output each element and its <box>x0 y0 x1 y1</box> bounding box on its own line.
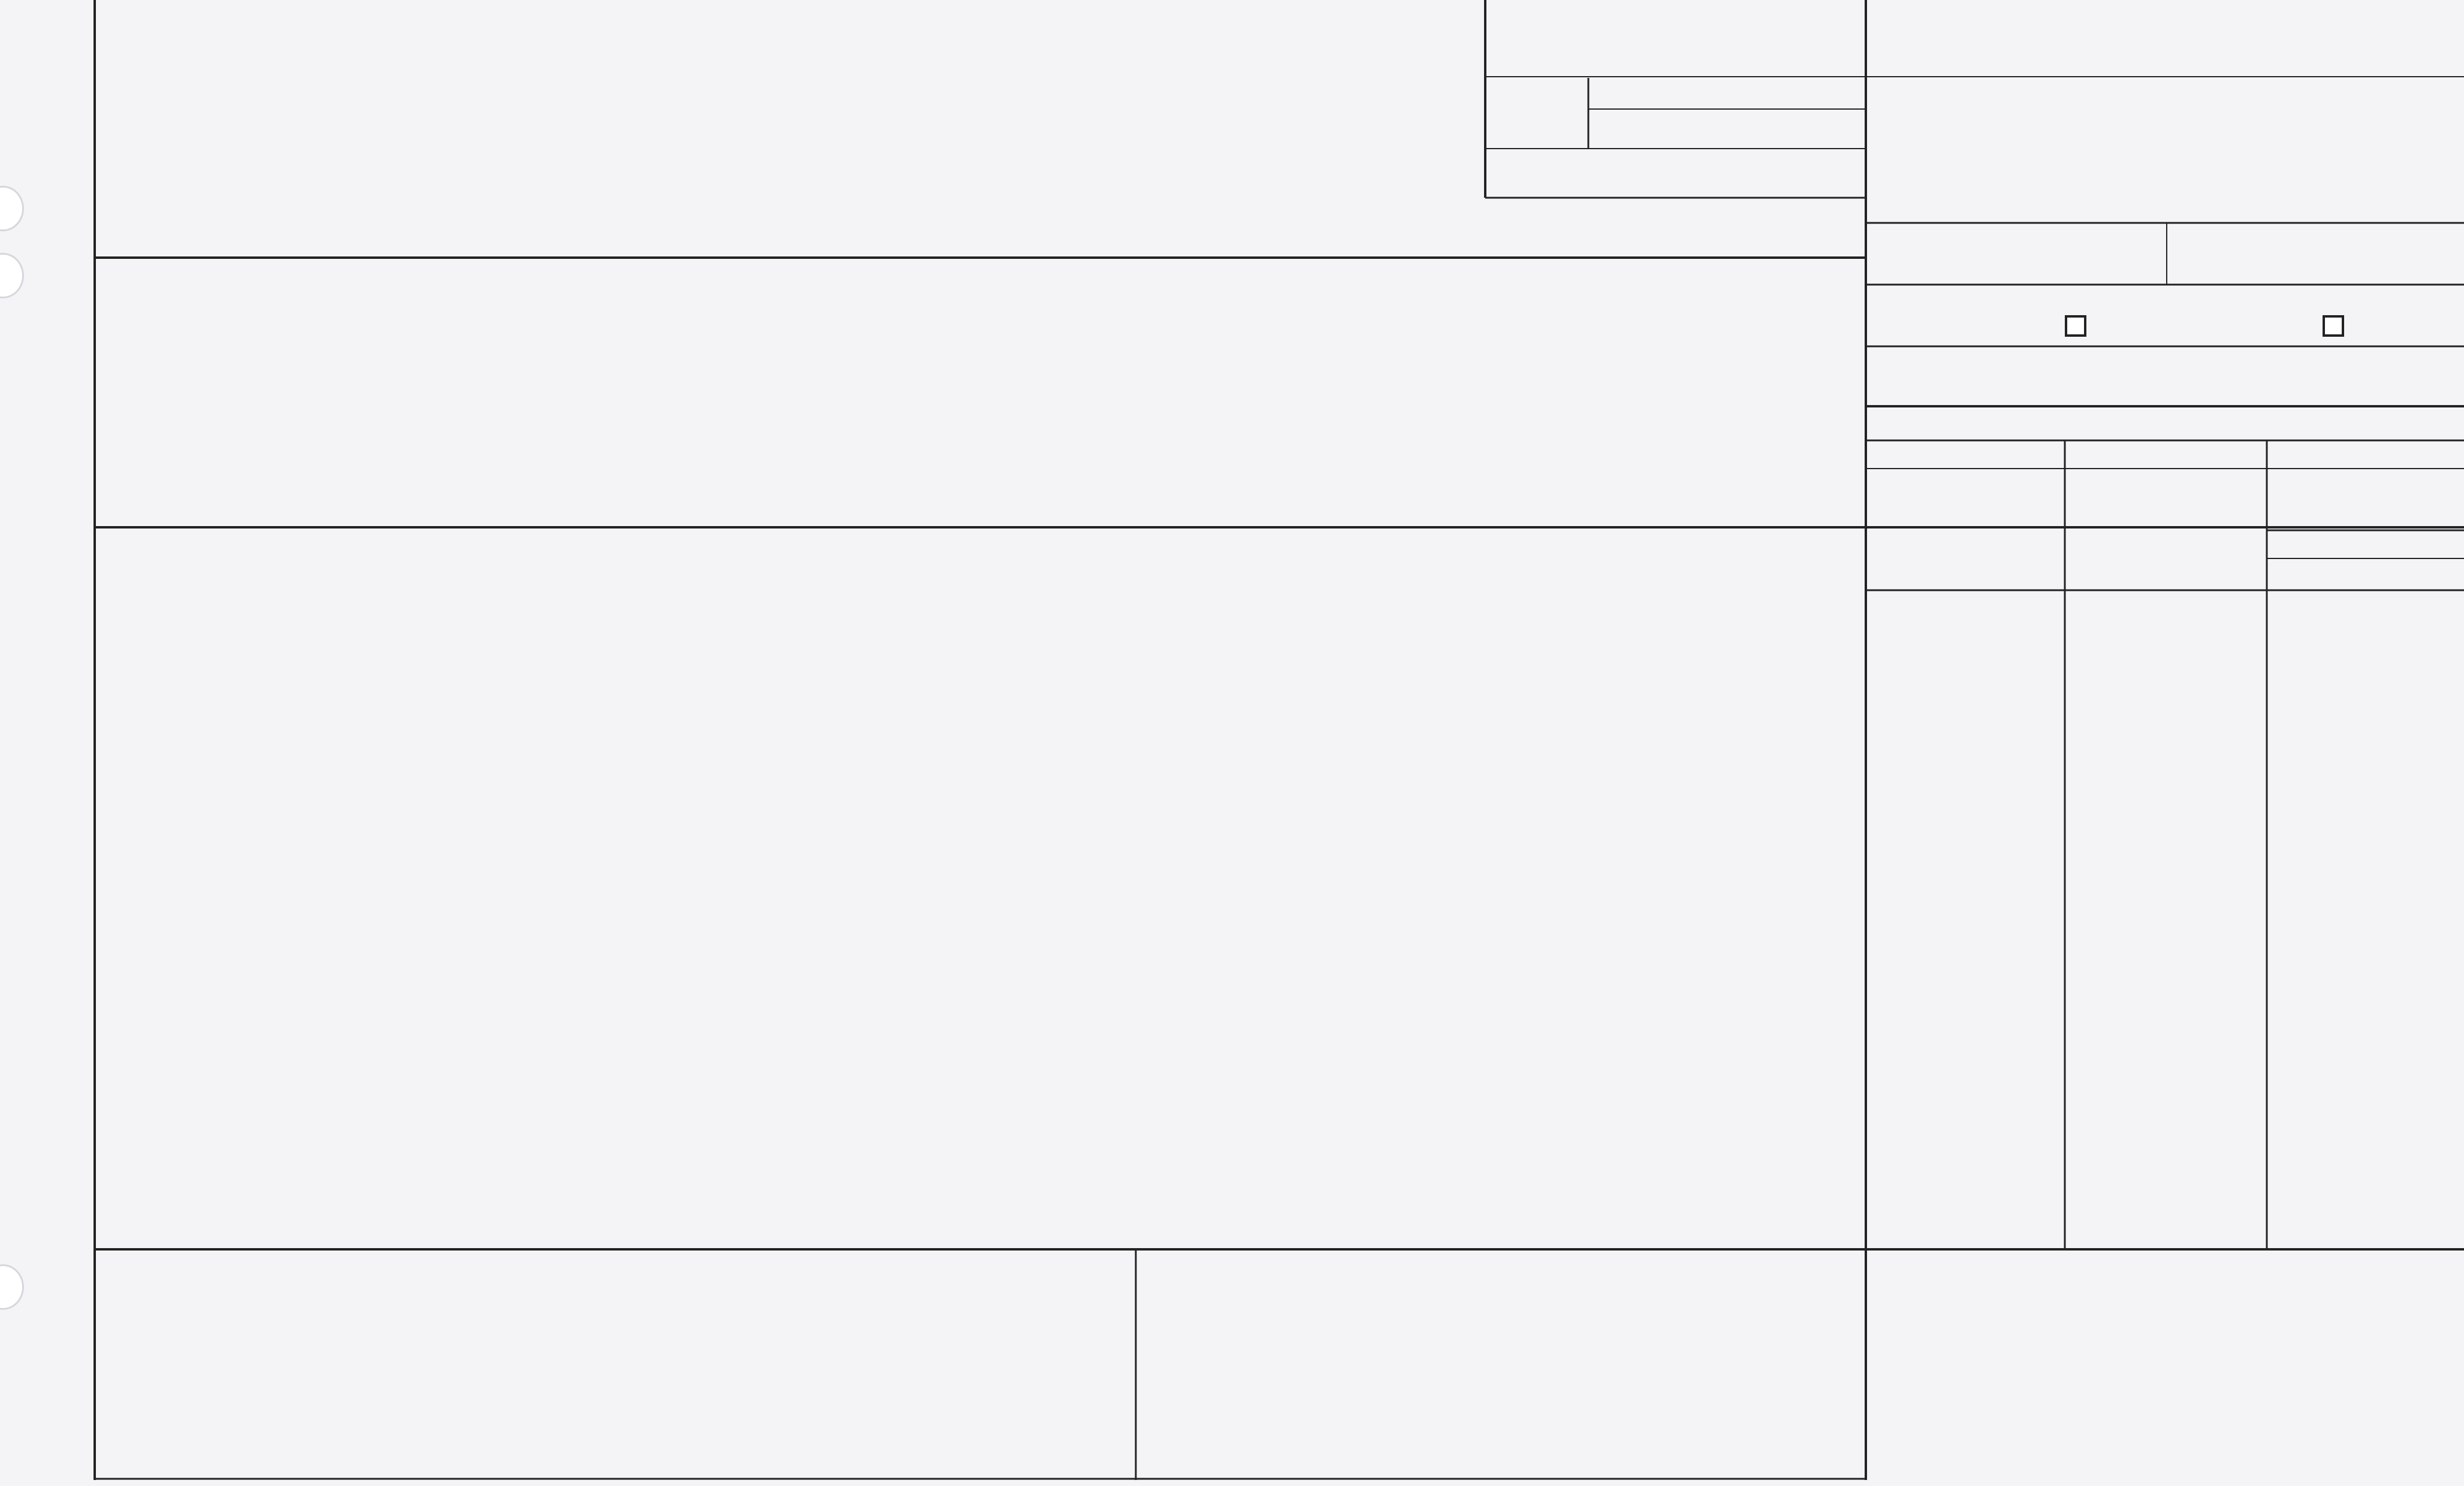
no-checkbox[interactable] <box>2323 315 2344 337</box>
yes-checkbox[interactable] <box>2065 315 2086 337</box>
